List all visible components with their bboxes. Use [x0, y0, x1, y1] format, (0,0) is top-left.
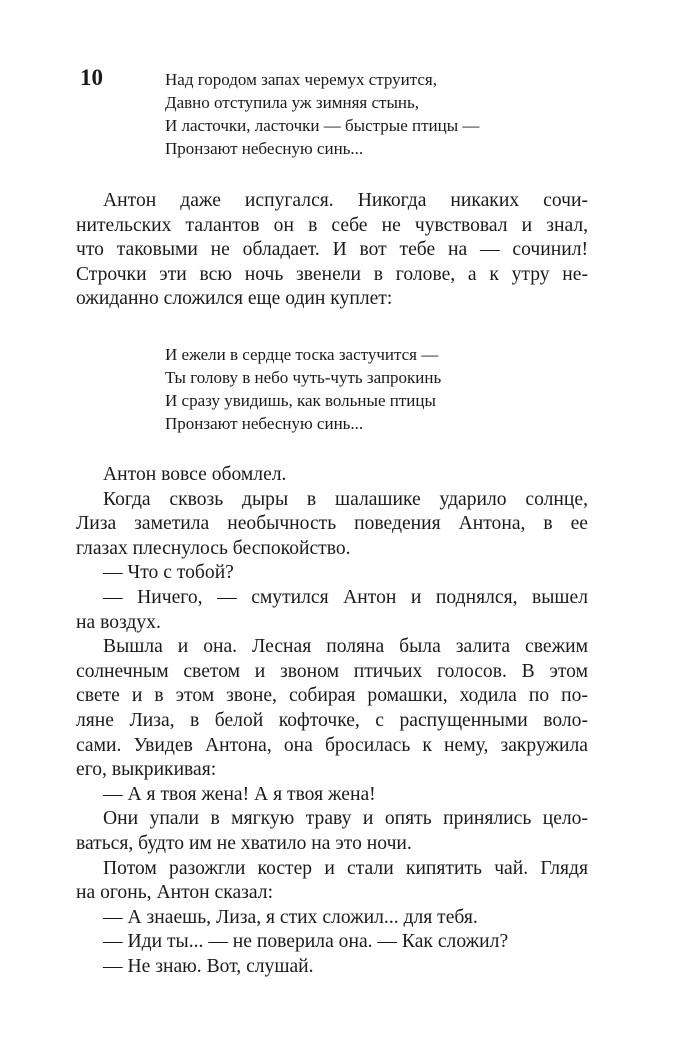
poem-line: И ежели в сердце тоска застучится — — [165, 345, 439, 364]
poem-line: Давно отступила уж зимняя стынь, — [165, 93, 419, 112]
text-line: сами. Увидев Антона, она бросилась к нему, закружила — [76, 734, 588, 756]
text-line: солнечным светом и звоном птичьих голосов. В этом — [76, 660, 588, 682]
poem-line: И сразу увидишь, как вольные птицы — [165, 391, 436, 410]
dialogue-line: — Иди ты... — не поверила она. — Как сложил? — [103, 931, 509, 953]
text-line: его, выкрикивая: — [76, 759, 217, 781]
prose-block-2 — [76, 463, 588, 979]
dialogue-line: — Не знаю. Вот, слушай. — [103, 955, 314, 977]
text-line: на огонь, Антон сказал: — [76, 882, 274, 904]
prose-block-1 — [76, 189, 588, 312]
poem-line: Над городом запах черемух струится, — [165, 70, 437, 89]
dialogue-line: — А я твоя жена! А я твоя жена! — [103, 783, 376, 805]
poem-line: Пронзают небесную синь... — [165, 139, 364, 158]
text-line: Вышла и она. Лесная поляна была залита свежим — [103, 636, 588, 658]
text-line: что таковыми не обладает. И вот тебе на — сочинил! — [76, 239, 588, 261]
poem-line: И ласточки, ласточки — быстрые птицы — — [165, 116, 480, 135]
text-line: на воздух. — [76, 611, 161, 633]
poem-line: Пронзают небесную синь... — [165, 414, 364, 433]
text-line: глазах плеснулось беспокойство. — [76, 537, 351, 559]
text-line: Строчки эти всю ночь звенели в голове, а к утру не- — [76, 263, 588, 285]
poem-stanza-1 — [165, 68, 479, 160]
poem-stanza-2 — [165, 343, 441, 435]
text-line: ожиданно сложился еще один куплет: — [76, 288, 393, 310]
text-line: Антон вовсе обомлел. — [103, 464, 287, 485]
text-line: ляне Лиза, в белой кофточке, с распущенными воло- — [76, 709, 588, 731]
text-line: нительских талантов он в себе не чувствовал и знал, — [76, 214, 588, 236]
text-line: свете и в этом звоне, собирая ромашки, ходила по по- — [76, 685, 588, 707]
text-line: Антон даже испугался. Никогда никаких сочи- — [103, 190, 588, 211]
text-line: Лиза заметила необычность поведения Антона, в ее — [76, 513, 588, 535]
dialogue-line: — Что с тобой? — [103, 562, 234, 584]
text-line: Они упали в мягкую траву и опять принялись цело- — [103, 808, 588, 830]
text-line: ваться, будто им не хватило на это ночи. — [76, 832, 412, 854]
poem-line: Ты голову в небо чуть-чуть запрокинь — [165, 368, 442, 387]
page-number: 10 — [80, 65, 103, 90]
dialogue-line: — Ничего, — смутился Антон и поднялся, вышел — [103, 586, 588, 608]
text-line: Когда сквозь дыры в шалашике ударило солнце, — [103, 488, 588, 510]
text-line: Потом разожгли костер и стали кипятить чай. Глядя — [103, 857, 588, 879]
dialogue-line: — А знаешь, Лиза, я стих сложил... для тебя. — [103, 906, 478, 928]
